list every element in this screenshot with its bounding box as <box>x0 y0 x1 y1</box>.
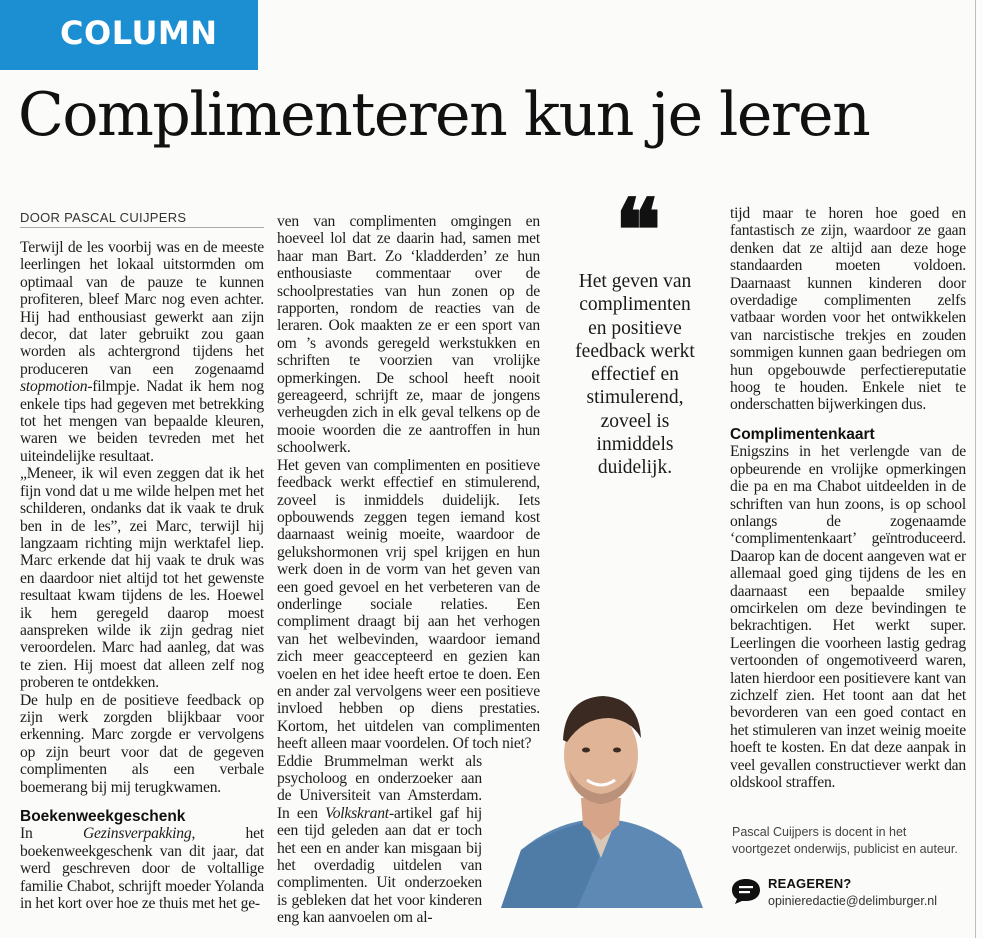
paragraph: tijd maar te horen hoe goed en fantastisch ze zijn, waardoor ze gaan denken dat ze altijd aan deze hoge standaarden moeten voldoen. Daarnaast kunnen kinderen door overdadige complimenten zelfs vatbaar worden voor het ontwikkelen van narcistische trekjes en zouden sommigen kunnen gaan bedriegen om hun opgebouwde perfectiereputatie hoog te houden. Enkele niet te onderschatten bijwerkingen dus. <box>730 205 966 414</box>
author-photo <box>481 680 721 908</box>
react-email-link[interactable]: opinieredactie@delimburger.nl <box>768 894 938 908</box>
paragraph: Enigszins in het verlengde van de opbeurende en vrolijke opmerkingen die pa en ma Chabot uitdeelden in de schriften van hun zoons, is op school onlangs de zogenaamde ‘complimentenkaart’ geïntroduceerd. Daarop kan de docent aangeven wat er allemaal goed ging tijdens de les en daarnaast een bepaalde smiley omcirkelen om deze bevindingen te bekrachtigen. Het werkt super. Leerlingen die voorheen lastig gedrag vertoonden of ongemotiveerd waren, laten hierdoor een positievere kant van zichzelf zien. Het toont aan dat het bevorderen van een goed contact en het stimuleren van inzet weinig moeite hoeft te kosten. En dat deze aanpak in veel gevallen constructiever werkt dan oldskool straffen. <box>730 443 966 791</box>
paragraph: ven van complimenten omgingen en hoeveel lol dat ze daarin had, samen met haar man Bart. Zo ‘kladderden’ ze hun enthousiaste commentaar over de schoolprestaties van hun zonen op de rapporten, rondom de reacties van de leraren. Ook maakten ze er een sport van om ’s avonds geregeld werkstukken en schriften te voorzien van vrolijke opmerkingen. De school heeft nooit gereageerd, schrijft ze, maar de jongens verheugden zich in elk geval telkens op de mooie woorden die ze aantroffen in hun schoolwerk. <box>277 213 540 457</box>
author-bio: Pascal Cuijpers is docent in het voortgezet onderwijs, publicist en auteur. <box>732 825 958 856</box>
speech-bubble-icon <box>731 877 761 905</box>
column-1 <box>20 239 264 912</box>
subheading: Complimentenkaart <box>730 425 875 443</box>
paragraph: Terwijl de les voorbij was en de meeste leerlingen het lokaal uitstormden om optimaal van de pauze te kunnen profiteren, bleef Marc nog even achter. Hij had enthousiast gewerkt aan zijn decor, dat later gebruikt zou gaan worden als achtergrond tijdens het produceren van een zogenaamd stopmotion-filmpje. Nadat ik hem nog enkele tips had gegeven met betrekking tot het mengen van bepaalde kleuren, waren we beiden tevreden met het uiteindelijke resultaat. <box>20 239 264 465</box>
subheading: Boekenweekgeschenk <box>20 808 186 825</box>
paragraph: Eddie Brummelman werkt als psycholoog en onderzoeker aan de Universiteit van Amsterdam. In een Volkskrant-artikel gaf hij een tijd geleden aan dat er toch het een en ander kan misgaan bij het overdadig uitdelen van complimenten. Uit onderzoeken is gebleken dat het voor kinderen eng kan aanvoelen om al- <box>277 752 482 927</box>
headline: Complimenteren kun je leren <box>18 80 870 150</box>
paragraph: „Meneer, ik wil even zeggen dat ik het fijn vond dat u me wilde helpen met het schilderen, ondanks dat ik vaak te druk ben in de les”, zei Marc, terwijl hij langzaam richting mijn werktafel liep. Marc erkende dat hij vaak te druk was en daardoor niet altijd tot het gewenste resultaat kwam tijdens de les. Hoewel ik hem geregeld daarop moest aanspreken wilde ik zijn gedrag niet veroordelen. Marc had aanleg, dat was te zien. Hij moest dat alleen zelf nog proberen te ontdekken. <box>20 465 264 692</box>
paragraph: De hulp en de positieve feedback op zijn werk zorgden blijkbaar voor erkenning. Marc zorgde er vervolgens op zijn beurt voor dat de gegeven complimenten als een verbale boemerang bij mij terugkwamen. <box>20 691 264 796</box>
paragraph: In Gezinsverpakking, het boekenweekgeschenk van dit jaar, dat werd geschreven door de voltallige familie Chabot, schrijft moeder Yolanda in het kort over hoe ze thuis met het ge- <box>20 825 264 913</box>
section-tag <box>0 0 258 70</box>
pull-quote: Het geven van complimenten en positieve feedback werkt effectief en stimulerend, zoveel is inmiddels duidelijk. <box>575 271 695 479</box>
quote-mark-icon: ❝ <box>614 180 656 281</box>
section-tag-label: COLUMN <box>60 14 218 52</box>
react-title: REAGEREN? <box>768 876 852 891</box>
column-divider <box>975 0 976 938</box>
byline: DOOR PASCAL CUIJPERS <box>20 210 264 228</box>
paragraph: Het geven van complimenten en positieve feedback werkt effectief en stimulerend, zoveel is inmiddels duidelijk. Iets opbouwends zeggen tegen iemand kost daarnaast weinig moeite, waardoor de gelukshormonen vrij spel krijgen en hun werk doen in de vorm van het geven van een goed gevoel en het verbeteren van de onderlinge sociale relaties. Een compliment draagt bij aan het verhogen van het welbevinden, waardoor iemand zich meer geaccepteerd en gezien kan voelen en het idee heeft ertoe te doen. Een en ander zal vervolgens weer een positieve invloed hebben op diens prestaties. Kortom, het uitdelen van complimenten heeft alleen maar voordelen. Of toch niet? <box>277 456 540 753</box>
column-4 <box>730 205 966 791</box>
